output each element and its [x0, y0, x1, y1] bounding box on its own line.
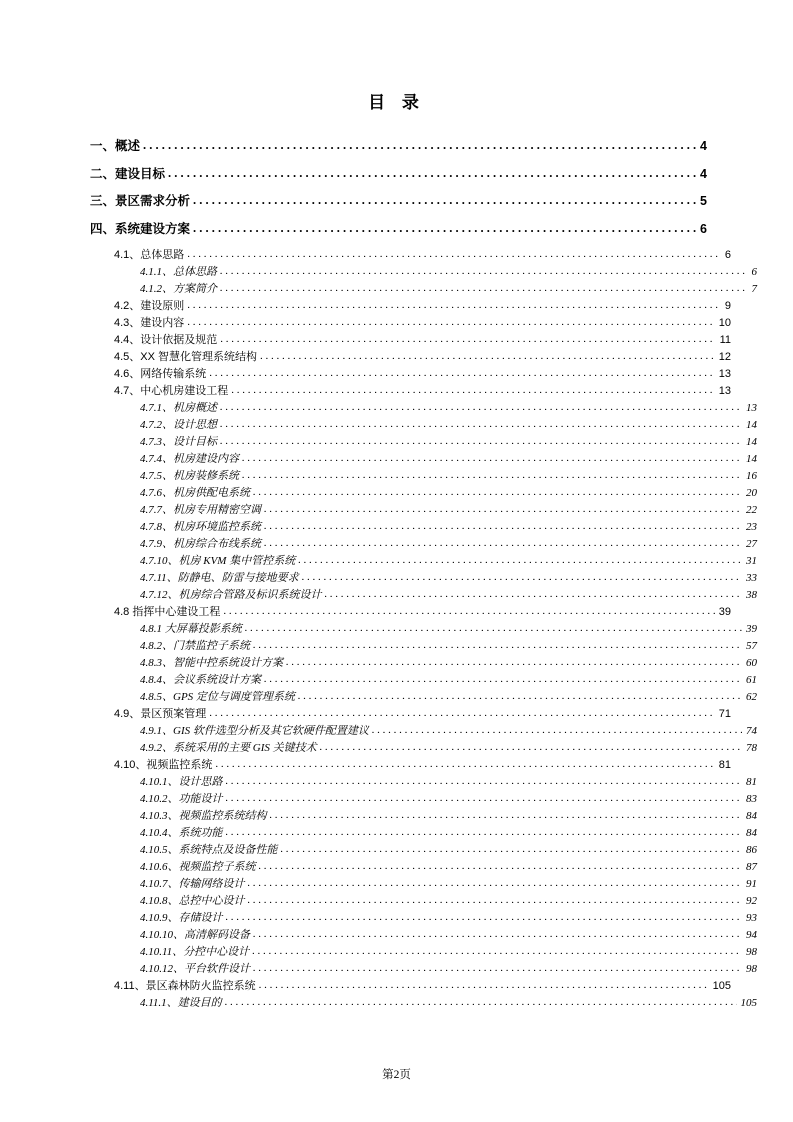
toc-entry[interactable]	[88, 589, 757, 601]
toc-entry-page-number: 14	[746, 453, 757, 465]
toc-entry-page-number: 5	[700, 194, 707, 208]
page-title: 目 录	[368, 93, 425, 112]
toc-leader-dots	[220, 419, 742, 430]
toc-entry[interactable]	[88, 776, 757, 788]
toc-entry[interactable]	[88, 402, 757, 414]
toc-entry-page-number: 7	[751, 283, 757, 295]
toc-entry[interactable]	[88, 827, 757, 839]
toc-entry-label: 4.10.2、功能设计	[140, 793, 223, 805]
toc-leader-dots	[252, 946, 742, 957]
toc-leader-dots	[209, 368, 714, 379]
toc-leader-dots	[298, 691, 742, 702]
toc-entry[interactable]	[88, 555, 757, 567]
toc-leader-dots	[193, 194, 696, 207]
toc-leader-dots	[281, 844, 743, 855]
toc-entry-page-number: 20	[746, 487, 757, 499]
toc-entry-label: 4.10.6、视频监控子系统	[140, 861, 256, 873]
toc-entry-page-number: 39	[718, 606, 731, 618]
toc-entry[interactable]	[88, 249, 731, 261]
toc-leader-dots	[168, 167, 696, 180]
toc-entry-page-number: 71	[718, 708, 731, 720]
toc-entry[interactable]	[88, 266, 757, 278]
toc-entry-page-number: 39	[746, 623, 757, 635]
toc-entry-label: 4.5、XX 智慧化管理系统结构	[114, 351, 258, 363]
toc-entry[interactable]	[88, 963, 757, 975]
toc-entry[interactable]	[88, 436, 757, 448]
toc-entry-page-number: 6	[724, 249, 731, 261]
toc-entry-page-number: 4	[700, 139, 707, 153]
toc-entry-label: 4.8.2、门禁监控子系统	[140, 640, 250, 652]
toc-leader-dots	[231, 385, 714, 396]
toc-entry-page-number: 84	[746, 827, 757, 839]
table-of-contents	[88, 139, 757, 1009]
toc-entry-page-number: 31	[746, 555, 757, 567]
toc-entry[interactable]	[88, 300, 731, 312]
toc-entry-label: 4.1、总体思路	[114, 249, 185, 261]
toc-entry-label: 一、概述	[90, 139, 141, 153]
toc-leader-dots	[264, 521, 742, 532]
toc-entry[interactable]	[88, 793, 757, 805]
toc-leader-dots	[223, 606, 714, 617]
toc-leader-dots	[143, 139, 696, 152]
toc-entry-label: 4.9.1、GIS 软件选型分析及其它软硬件配置建议	[140, 725, 369, 737]
toc-entry-page-number: 27	[746, 538, 757, 550]
toc-entry[interactable]	[88, 708, 731, 720]
toc-entry[interactable]	[88, 317, 731, 329]
toc-leader-dots	[220, 436, 742, 447]
toc-entry-page-number: 16	[746, 470, 757, 482]
toc-entry-page-number: 13	[718, 368, 731, 380]
toc-leader-dots	[298, 555, 742, 566]
toc-entry-page-number: 105	[740, 997, 757, 1009]
toc-leader-dots	[220, 283, 748, 294]
toc-entry-label: 4.10.7、传输网络设计	[140, 878, 245, 890]
toc-entry-page-number: 33	[746, 572, 757, 584]
toc-entry-page-number: 98	[746, 963, 757, 975]
toc-entry-page-number: 12	[718, 351, 731, 363]
toc-leader-dots	[248, 878, 743, 889]
toc-leader-dots	[220, 266, 748, 277]
toc-entry[interactable]	[88, 623, 757, 635]
toc-entry[interactable]	[88, 640, 757, 652]
toc-leader-dots	[260, 351, 715, 362]
toc-entry[interactable]	[88, 725, 757, 737]
toc-entry-page-number: 91	[746, 878, 757, 890]
toc-leader-dots	[187, 249, 721, 260]
toc-entry[interactable]	[88, 691, 757, 703]
toc-entry-label: 4.7.5、机房装修系统	[140, 470, 239, 482]
toc-entry[interactable]	[88, 895, 757, 907]
toc-entry-label: 4.10.12、平台软件设计	[140, 963, 250, 975]
toc-entry-page-number: 81	[718, 759, 731, 771]
toc-entry-label: 二、建设目标	[90, 166, 166, 181]
toc-entry-label: 4.7.4、机房建设内容	[140, 453, 239, 465]
toc-entry-label: 4.7.9、机房综合布线系统	[140, 538, 261, 550]
toc-leader-dots	[220, 334, 715, 345]
toc-entry[interactable]	[88, 222, 707, 236]
toc-entry[interactable]	[88, 946, 757, 958]
toc-entry-page-number: 78	[746, 742, 757, 754]
toc-entry-label: 4.8.4、会议系统设计方案	[140, 674, 261, 686]
toc-leader-dots	[242, 470, 742, 481]
toc-entry-label: 4.10.5、系统特点及设备性能	[140, 844, 278, 856]
toc-leader-dots	[193, 222, 696, 235]
toc-entry-label: 4.10.10、高清解码设备	[140, 929, 250, 941]
toc-entry[interactable]	[88, 167, 707, 181]
toc-entry[interactable]	[88, 572, 757, 584]
toc-entry-label: 4.7.11、防静电、防雷与接地要求	[140, 572, 299, 584]
toc-entry-label: 4.8.5、GPS 定位与调度管理系统	[140, 691, 295, 703]
toc-entry[interactable]	[88, 385, 731, 397]
toc-entry-label: 4.6、网络传输系统	[114, 368, 207, 380]
toc-leader-dots	[259, 861, 743, 872]
toc-entry-label: 4.9、景区预案管理	[114, 708, 207, 720]
toc-entry-page-number: 83	[746, 793, 757, 805]
toc-leader-dots	[320, 742, 742, 753]
toc-entry-label: 4.10.3、视频监控系统结构	[140, 810, 267, 822]
toc-entry-label: 4.8.1 大屏幕投影系统	[140, 623, 242, 635]
toc-entry-label: 4.10.4、系统功能	[140, 827, 223, 839]
toc-entry-page-number: 6	[751, 266, 757, 278]
toc-entry-page-number: 4	[700, 166, 707, 181]
toc-entry-label: 4.8.3、智能中控系统设计方案	[140, 657, 283, 669]
toc-entry-label: 4.7.2、设计思想	[140, 419, 217, 431]
toc-entry-page-number: 10	[718, 317, 731, 329]
toc-entry-page-number: 92	[746, 895, 757, 907]
toc-entry-label: 4.10、视频监控系统	[114, 759, 213, 771]
toc-entry-label: 4.10.11、分控中心设计	[140, 946, 250, 958]
toc-entry[interactable]	[88, 521, 757, 533]
toc-entry-page-number: 84	[746, 810, 757, 822]
toc-entry-label: 4.7.7、机房专用精密空调	[140, 504, 261, 516]
toc-entry-page-number: 11	[719, 334, 731, 346]
toc-entry-label: 4.4、设计依据及规范	[114, 334, 218, 346]
toc-leader-dots	[259, 980, 709, 991]
toc-entry-label: 4.9.2、系统采用的主要 GIS 关键技术	[140, 742, 317, 754]
toc-entry-page-number: 93	[746, 912, 757, 924]
toc-entry-label: 4.7.8、机房环境监控系统	[140, 521, 261, 533]
toc-entry-label: 4.8 指挥中心建设工程	[114, 606, 221, 618]
toc-entry-page-number: 74	[746, 725, 757, 737]
toc-leader-dots	[245, 623, 742, 634]
toc-entry-page-number: 87	[746, 861, 757, 873]
toc-entry-page-number: 86	[746, 844, 757, 856]
toc-leader-dots	[226, 776, 743, 787]
toc-entry[interactable]	[88, 139, 707, 153]
toc-leader-dots	[325, 589, 743, 600]
toc-entry[interactable]	[88, 351, 731, 363]
page-footer: 第2页	[382, 1069, 411, 1081]
toc-entry-page-number: 6	[700, 221, 707, 236]
toc-leader-dots	[286, 657, 742, 668]
toc-entry-label: 4.7.3、设计目标	[140, 436, 217, 448]
toc-entry[interactable]	[88, 742, 757, 754]
toc-entry-label: 4.7.6、机房供配电系统	[140, 487, 250, 499]
toc-leader-dots	[264, 674, 742, 685]
toc-leader-dots	[270, 810, 743, 821]
toc-entry-page-number: 9	[724, 300, 731, 312]
toc-entry[interactable]	[88, 759, 731, 771]
toc-entry-page-number: 62	[746, 691, 757, 703]
toc-entry[interactable]	[88, 368, 731, 380]
toc-entry[interactable]	[88, 283, 757, 295]
toc-entry[interactable]	[88, 504, 757, 516]
toc-leader-dots	[253, 963, 742, 974]
toc-entry-page-number: 81	[746, 776, 757, 788]
toc-leader-dots	[187, 317, 714, 328]
toc-leader-dots	[253, 640, 742, 651]
toc-entry-label: 4.1.2、方案简介	[140, 283, 217, 295]
toc-entry-page-number: 14	[746, 419, 757, 431]
toc-leader-dots	[187, 300, 721, 311]
toc-entry-page-number: 23	[746, 521, 757, 533]
toc-leader-dots	[242, 453, 742, 464]
toc-entry-label: 4.11.1、建设目的	[140, 997, 222, 1009]
toc-entry[interactable]	[88, 419, 757, 431]
toc-entry-page-number: 13	[746, 402, 757, 414]
toc-entry-label: 4.10.1、设计思路	[140, 776, 223, 788]
toc-entry[interactable]	[88, 674, 757, 686]
toc-leader-dots	[220, 402, 742, 413]
toc-entry[interactable]	[88, 334, 731, 346]
toc-entry-label: 4.2、建设原则	[114, 300, 185, 312]
toc-entry-label: 4.3、建设内容	[114, 317, 185, 329]
toc-leader-dots	[225, 997, 737, 1008]
toc-entry-label: 4.11、景区森林防火监控系统	[114, 980, 256, 992]
toc-leader-dots	[248, 895, 743, 906]
toc-entry[interactable]	[88, 861, 757, 873]
toc-leader-dots	[253, 929, 742, 940]
toc-entry-label: 三、景区需求分析	[90, 194, 191, 208]
toc-entry[interactable]	[88, 453, 757, 465]
toc-leader-dots	[302, 572, 742, 583]
toc-entry-label: 4.10.8、总控中心设计	[140, 895, 245, 907]
toc-entry-page-number: 61	[746, 674, 757, 686]
toc-entry[interactable]	[88, 844, 757, 856]
toc-entry-label: 4.7.10、机房 KVM 集中管控系统	[140, 555, 296, 567]
toc-leader-dots	[372, 725, 742, 736]
toc-entry-label: 四、系统建设方案	[90, 221, 191, 236]
toc-entry-page-number: 60	[746, 657, 757, 669]
toc-leader-dots	[226, 793, 743, 804]
toc-leader-dots	[209, 708, 714, 719]
toc-entry[interactable]	[88, 929, 757, 941]
toc-entry-page-number: 38	[746, 589, 757, 601]
toc-entry-page-number: 57	[746, 640, 757, 652]
toc-entry-page-number: 94	[746, 929, 757, 941]
toc-entry-page-number: 22	[746, 504, 757, 516]
toc-entry-label: 4.1.1、总体思路	[140, 266, 217, 278]
toc-entry[interactable]	[88, 657, 757, 669]
toc-entry-label: 4.10.9、存储设计	[140, 912, 223, 924]
toc-leader-dots	[264, 538, 742, 549]
toc-entry[interactable]	[88, 606, 731, 618]
toc-leader-dots	[253, 487, 742, 498]
toc-entry[interactable]	[88, 810, 757, 822]
toc-entry[interactable]	[88, 878, 757, 890]
toc-entry-label: 4.7.1、机房概述	[140, 402, 217, 414]
toc-leader-dots	[226, 912, 743, 923]
toc-entry[interactable]	[88, 997, 757, 1009]
toc-entry[interactable]	[88, 980, 731, 992]
toc-entry-label: 4.7、中心机房建设工程	[114, 385, 229, 397]
toc-leader-dots	[215, 759, 714, 770]
toc-leader-dots	[226, 827, 743, 838]
toc-leader-dots	[264, 504, 742, 515]
toc-entry[interactable]	[88, 194, 707, 208]
toc-entry-page-number: 14	[746, 436, 757, 448]
toc-entry-page-number: 105	[712, 980, 731, 992]
toc-entry[interactable]	[88, 470, 757, 482]
toc-entry[interactable]	[88, 538, 757, 550]
toc-entry[interactable]	[88, 912, 757, 924]
toc-entry[interactable]	[88, 487, 757, 499]
toc-entry-page-number: 98	[746, 946, 757, 958]
toc-entry-page-number: 13	[718, 385, 731, 397]
toc-entry-label: 4.7.12、机房综合管路及标识系统设计	[140, 589, 322, 601]
